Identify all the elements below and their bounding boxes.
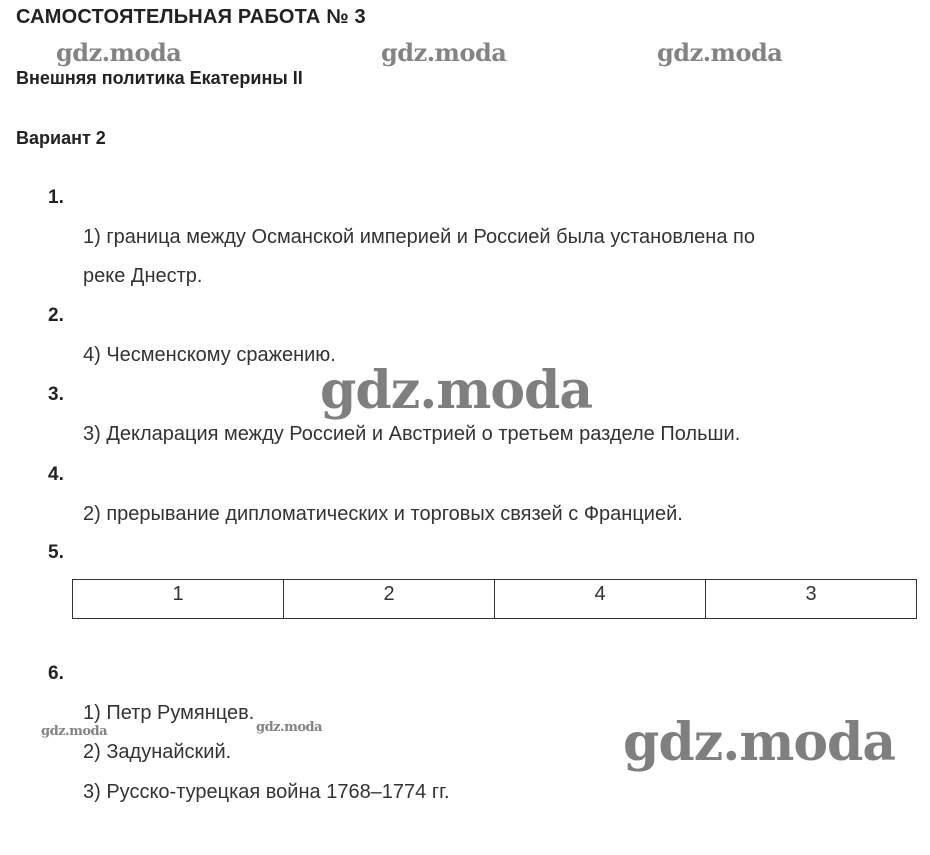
answer-3-line-1: 3) Декларация между Россией и Австрией о третьем разделе Польши. bbox=[83, 423, 741, 445]
watermark: gdz.moda bbox=[381, 38, 507, 67]
page-title: САМОСТОЯТЕЛЬНАЯ РАБОТА № 3 bbox=[16, 6, 366, 28]
question-number-3: 3. bbox=[48, 384, 64, 405]
table-cell-1: 1 bbox=[73, 580, 284, 619]
answer-4-line-1: 2) прерывание дипломатических и торговых связей с Францией. bbox=[83, 503, 683, 525]
answer-1-line-2: реке Днестр. bbox=[83, 265, 203, 287]
watermark: gdz.moda bbox=[623, 712, 896, 773]
question-number-6: 6. bbox=[48, 663, 64, 684]
question-number-4: 4. bbox=[48, 464, 64, 485]
table-cell-4: 3 bbox=[706, 580, 917, 619]
table-cell-3: 4 bbox=[495, 580, 706, 619]
answer-6-line-1: 1) Петр Румянцев. bbox=[83, 702, 255, 724]
question-number-5: 5. bbox=[48, 542, 64, 563]
question-number-2: 2. bbox=[48, 305, 64, 326]
answer-6-line-2: 2) Задунайский. bbox=[83, 741, 232, 763]
variant-label: Вариант 2 bbox=[16, 128, 106, 148]
watermark: gdz.moda bbox=[657, 38, 783, 67]
question-number-1: 1. bbox=[48, 187, 64, 208]
watermark: gdz.moda bbox=[41, 724, 108, 739]
page-subtitle: Внешняя политика Екатерины II bbox=[16, 68, 303, 88]
answer-5-table bbox=[72, 579, 917, 619]
table-row bbox=[73, 580, 917, 619]
watermark: gdz.moda bbox=[56, 38, 182, 67]
answer-1-line-1: 1) граница между Османской империей и Россией была установлена по bbox=[83, 226, 755, 248]
answer-2-line-1: 4) Чесменскому сражению. bbox=[83, 344, 336, 366]
table-cell-2: 2 bbox=[284, 580, 495, 619]
answer-6-line-3: 3) Русско-турецкая война 1768–1774 гг. bbox=[83, 781, 450, 803]
watermark: gdz.moda bbox=[256, 720, 323, 735]
watermark: gdz.moda bbox=[320, 360, 593, 421]
